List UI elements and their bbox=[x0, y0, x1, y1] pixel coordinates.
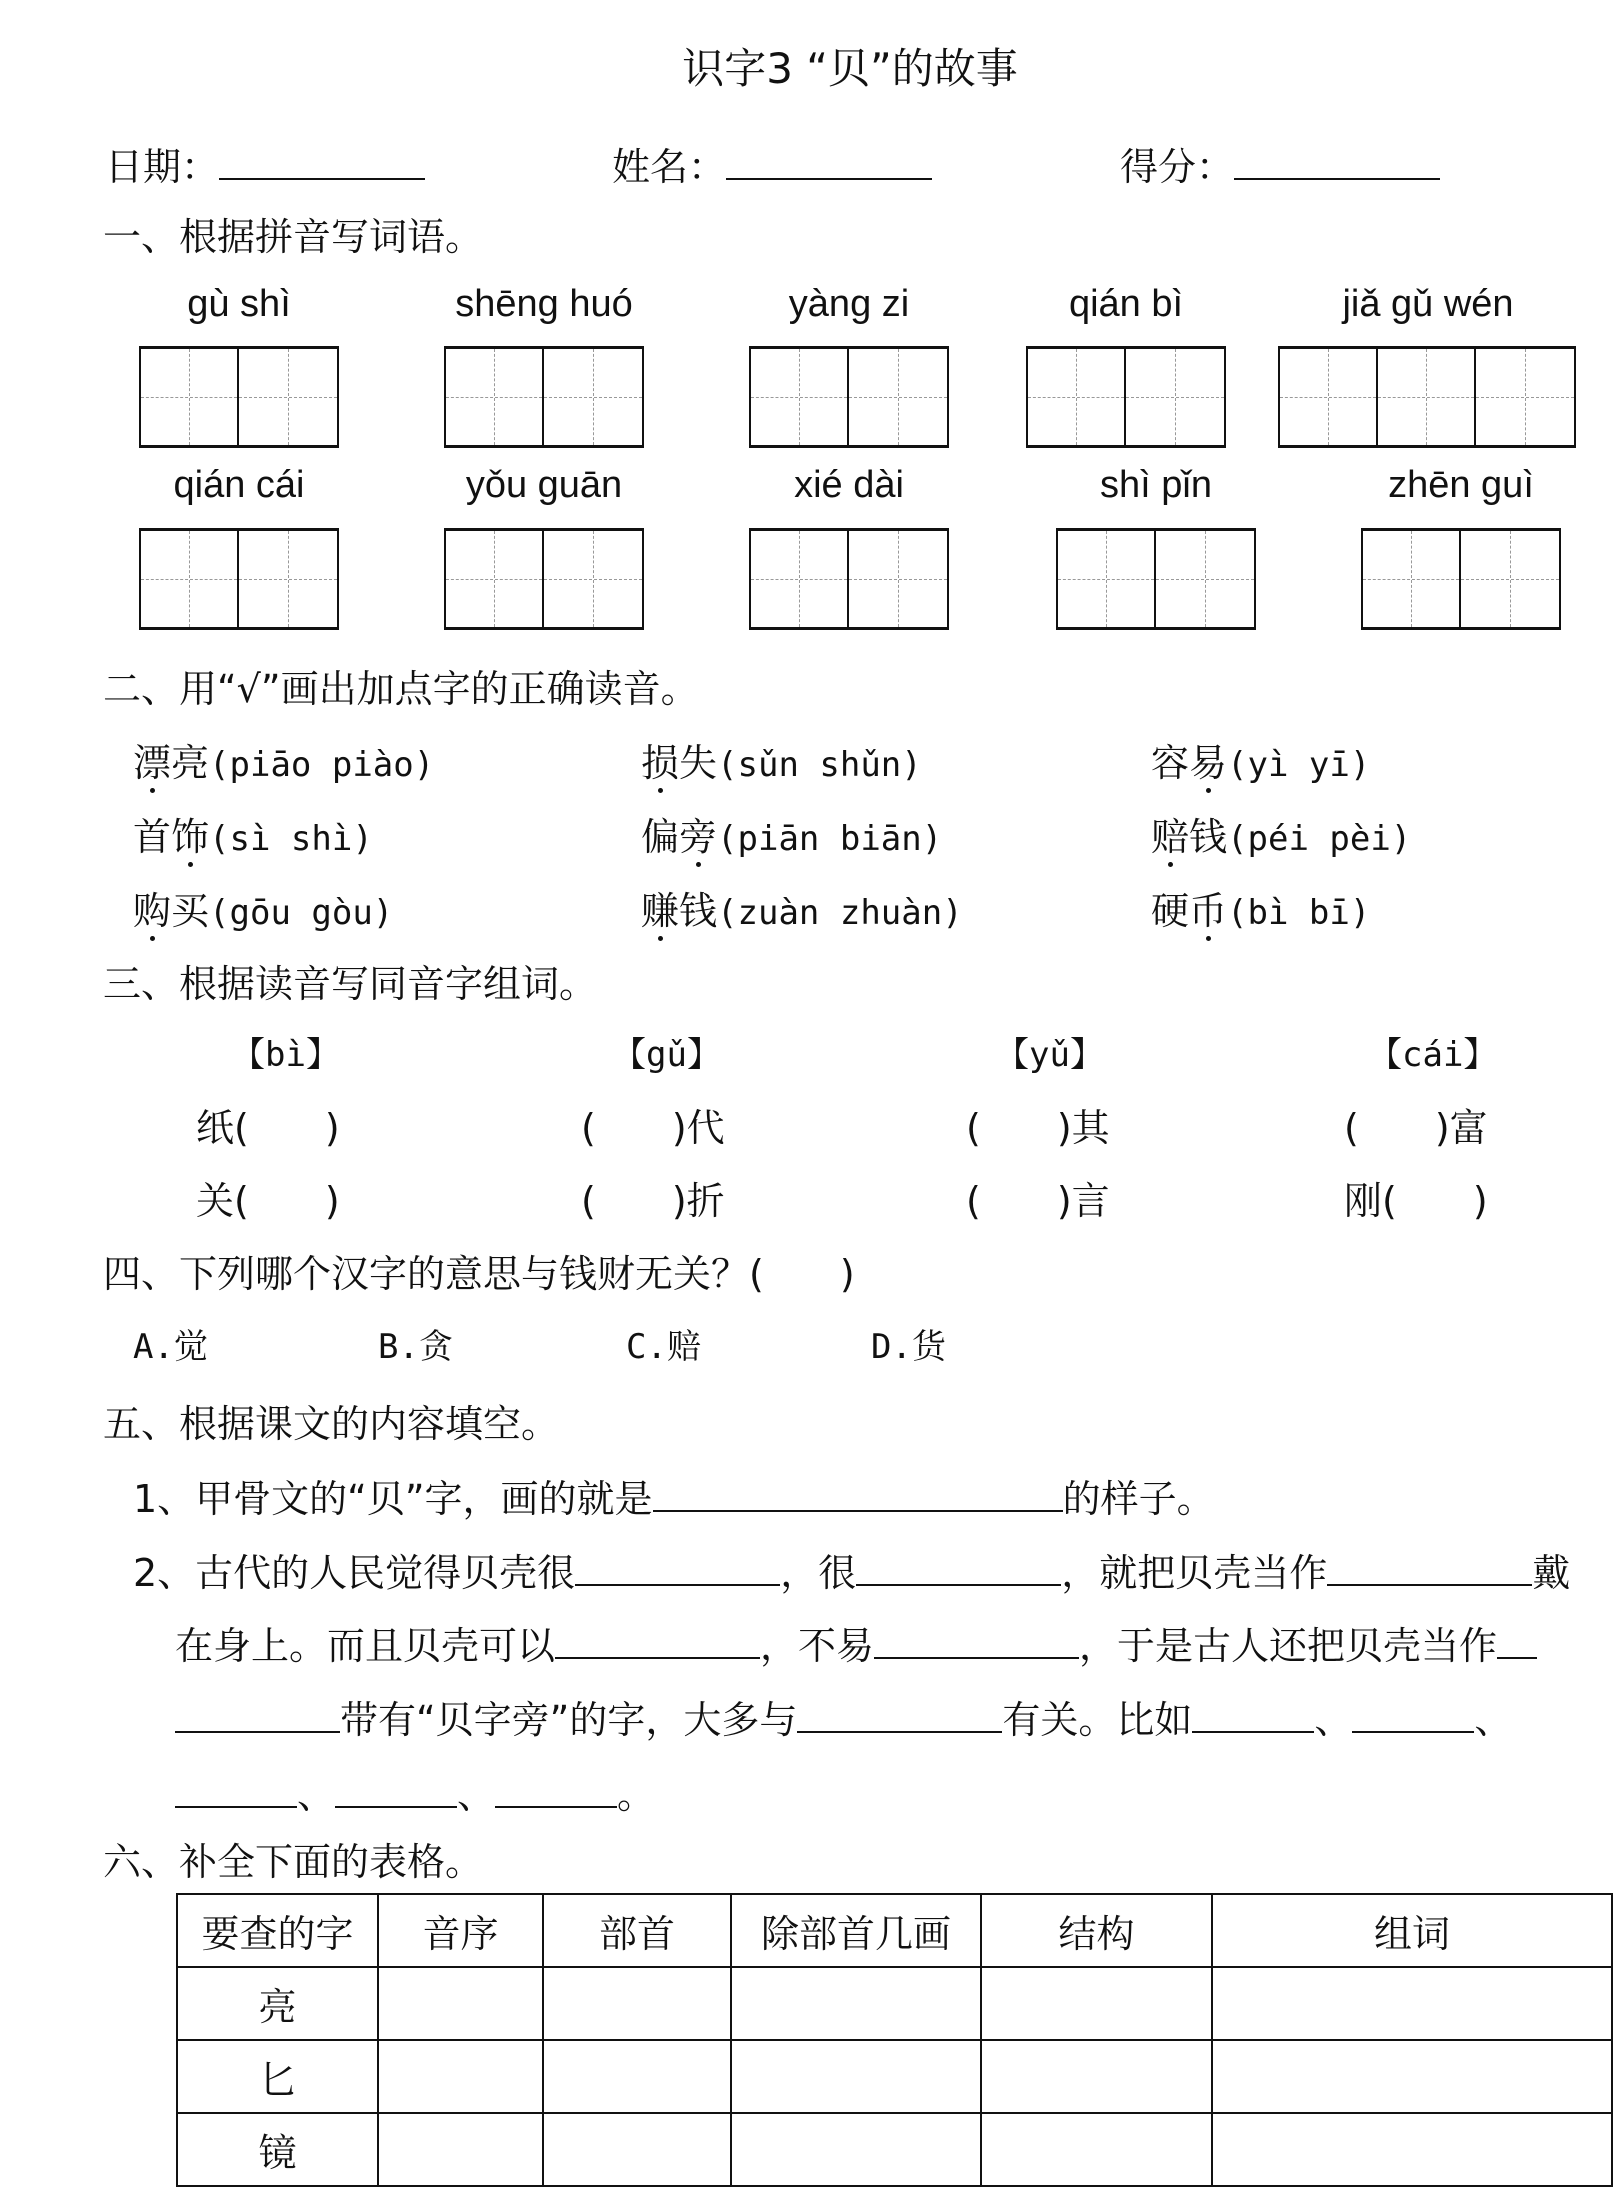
answer-cell[interactable] bbox=[378, 1967, 543, 2040]
writing-grid[interactable] bbox=[139, 528, 339, 630]
pinyin-options[interactable]: (gōu gòu) bbox=[209, 893, 394, 933]
writing-grid[interactable] bbox=[749, 346, 949, 448]
writing-grid[interactable] bbox=[1361, 528, 1561, 630]
grid-cell[interactable] bbox=[1280, 349, 1378, 445]
word-prefix: 首 bbox=[133, 815, 172, 859]
option-b[interactable]: B.贪 bbox=[378, 1327, 453, 1367]
header-cell: 除部首几画 bbox=[731, 1894, 981, 1967]
section-6-heading: 六、补全下面的表格。 bbox=[103, 1840, 484, 1884]
answer-cell[interactable] bbox=[543, 2113, 731, 2186]
grid-cell[interactable] bbox=[1363, 531, 1461, 627]
dotted-character: 赚 bbox=[641, 889, 680, 933]
grid-cell[interactable] bbox=[141, 531, 239, 627]
section-5-heading: 五、根据课文的内容填空。 bbox=[103, 1402, 560, 1446]
option-c[interactable]: C.赔 bbox=[626, 1327, 701, 1367]
pinyin-label: gù shì bbox=[187, 283, 291, 325]
answer-cell[interactable] bbox=[543, 2040, 731, 2113]
grid-cell[interactable] bbox=[446, 349, 544, 445]
word-prefix: 容 bbox=[1151, 741, 1190, 785]
pinyin-label: xié dài bbox=[794, 464, 904, 506]
fill-line-2: 2、古代的人民觉得贝壳很 ，很 ，就把贝壳当作 戴 bbox=[133, 1551, 1571, 1595]
grid-cell[interactable] bbox=[239, 349, 337, 445]
word-suffix: 买 bbox=[171, 889, 210, 933]
grid-cell[interactable] bbox=[239, 531, 337, 627]
reading-item bbox=[1151, 815, 1412, 859]
homophone-blank[interactable]: 刚( ) bbox=[1344, 1179, 1488, 1223]
pinyin-options[interactable]: (piāo piào) bbox=[209, 745, 435, 785]
grid-cell[interactable] bbox=[446, 531, 544, 627]
header-cell: 组词 bbox=[1212, 1894, 1612, 1967]
grid-cell[interactable] bbox=[544, 531, 642, 627]
header-cell: 结构 bbox=[981, 1894, 1212, 1967]
answer-cell[interactable] bbox=[1212, 1967, 1612, 2040]
pinyin-label: yàng zi bbox=[788, 283, 910, 325]
answer-cell[interactable] bbox=[378, 2113, 543, 2186]
grid-cell[interactable] bbox=[751, 531, 849, 627]
reading-item bbox=[641, 815, 943, 859]
option-a[interactable]: A.觉 bbox=[133, 1327, 208, 1367]
grid-cell[interactable] bbox=[544, 349, 642, 445]
score-field[interactable]: 得分： bbox=[1120, 144, 1440, 186]
fill-line-1: 1、甲骨文的“贝”字，画的就是 的样子。 bbox=[133, 1477, 1215, 1521]
dotted-character: 赔 bbox=[1151, 815, 1190, 859]
reading-item bbox=[133, 741, 435, 785]
reading-item bbox=[133, 815, 373, 859]
section-1-heading: 一、根据拼音写词语。 bbox=[103, 215, 484, 259]
pinyin-options[interactable]: (yì yī) bbox=[1227, 745, 1371, 785]
grid-cell[interactable] bbox=[1126, 349, 1224, 445]
grid-cell[interactable] bbox=[1378, 349, 1476, 445]
character-cell: 亮 bbox=[177, 1967, 378, 2040]
dotted-character: 币 bbox=[1189, 889, 1228, 933]
dotted-character: 损 bbox=[641, 741, 680, 785]
pinyin-bracket: 【yǔ】 bbox=[995, 1035, 1104, 1075]
table-header-row bbox=[177, 1894, 1612, 1967]
option-d[interactable]: D.货 bbox=[871, 1327, 946, 1367]
grid-cell[interactable] bbox=[1058, 531, 1156, 627]
section-4-heading: 四、下列哪个汉字的意思与钱财无关？( ) bbox=[103, 1252, 855, 1296]
answer-cell[interactable] bbox=[1212, 2040, 1612, 2113]
dotted-character: 易 bbox=[1189, 741, 1228, 785]
writing-grid[interactable] bbox=[1278, 346, 1576, 448]
grid-cell[interactable] bbox=[1461, 531, 1559, 627]
pinyin-options[interactable]: (sǔn shǔn) bbox=[717, 745, 922, 785]
grid-cell[interactable] bbox=[849, 349, 947, 445]
pinyin-label: jiǎ gǔ wén bbox=[1342, 283, 1514, 325]
name-field[interactable]: 姓名： bbox=[612, 144, 932, 186]
header-cell: 部首 bbox=[543, 1894, 731, 1967]
grid-cell[interactable] bbox=[1476, 349, 1574, 445]
word-suffix: 亮 bbox=[171, 741, 210, 785]
pinyin-label: shēng huó bbox=[455, 283, 633, 325]
reading-item bbox=[133, 889, 394, 933]
answer-cell[interactable] bbox=[378, 2040, 543, 2113]
grid-cell[interactable] bbox=[1028, 349, 1126, 445]
pinyin-label: qián bì bbox=[1068, 283, 1184, 325]
section-3-heading: 三、根据读音写同音字组词。 bbox=[103, 962, 598, 1006]
homophone-blank[interactable]: ( )代 bbox=[581, 1106, 725, 1150]
grid-cell[interactable] bbox=[751, 349, 849, 445]
writing-grid[interactable] bbox=[1056, 528, 1256, 630]
dotted-character: 饰 bbox=[171, 815, 210, 859]
homophone-blank[interactable]: ( )言 bbox=[966, 1179, 1110, 1223]
answer-cell[interactable] bbox=[1212, 2113, 1612, 2186]
header-cell: 要查的字 bbox=[177, 1894, 378, 1967]
character-cell: 匕 bbox=[177, 2040, 378, 2113]
reading-item bbox=[1151, 741, 1371, 785]
pinyin-options[interactable]: (sì shì) bbox=[209, 819, 373, 859]
table-row bbox=[177, 2040, 1612, 2113]
answer-cell[interactable] bbox=[981, 2040, 1212, 2113]
word-suffix: 失 bbox=[679, 741, 718, 785]
page-title: 识字3 “贝”的故事 bbox=[682, 44, 1018, 93]
answer-cell[interactable] bbox=[731, 2040, 981, 2113]
fill-line-5: 、 、 。 bbox=[175, 1772, 655, 1814]
writing-grid[interactable] bbox=[749, 528, 949, 630]
table-row bbox=[177, 1967, 1612, 2040]
grid-cell[interactable] bbox=[849, 531, 947, 627]
date-field[interactable]: 日期： bbox=[105, 144, 425, 186]
homophone-blank[interactable]: 关( ) bbox=[196, 1179, 340, 1223]
writing-grid[interactable] bbox=[1026, 346, 1226, 448]
grid-cell[interactable] bbox=[1156, 531, 1254, 627]
writing-grid[interactable] bbox=[139, 346, 339, 448]
header-cell: 音序 bbox=[378, 1894, 543, 1967]
writing-grid[interactable] bbox=[444, 346, 644, 448]
pinyin-options[interactable]: (péi pèi) bbox=[1227, 819, 1412, 859]
answer-cell[interactable] bbox=[731, 1967, 981, 2040]
grid-cell[interactable] bbox=[141, 349, 239, 445]
pinyin-options[interactable]: (piān biān) bbox=[717, 819, 943, 859]
reading-item bbox=[641, 889, 963, 933]
pinyin-bracket: 【cái】 bbox=[1368, 1035, 1498, 1075]
section-2-heading: 二、用“√”画出加点字的正确读音。 bbox=[103, 667, 699, 711]
answer-cell[interactable] bbox=[543, 1967, 731, 2040]
answer-cell[interactable] bbox=[981, 2113, 1212, 2186]
table-row bbox=[177, 2113, 1612, 2186]
reading-item bbox=[641, 741, 922, 785]
character-cell: 镜 bbox=[177, 2113, 378, 2186]
word-suffix: 钱 bbox=[1189, 815, 1228, 859]
writing-grid[interactable] bbox=[444, 528, 644, 630]
pinyin-bracket: 【gǔ】 bbox=[612, 1035, 721, 1075]
word-prefix: 偏 bbox=[641, 815, 680, 859]
homophone-blank[interactable]: ( )其 bbox=[966, 1106, 1110, 1150]
reading-item bbox=[1151, 889, 1371, 933]
homophone-blank[interactable]: ( )折 bbox=[581, 1179, 725, 1223]
pinyin-label: zhēn guì bbox=[1388, 464, 1534, 506]
dotted-character: 旁 bbox=[679, 815, 718, 859]
answer-cell[interactable] bbox=[731, 2113, 981, 2186]
dotted-character: 购 bbox=[133, 889, 172, 933]
fill-line-3: 在身上。而且贝壳可以 ，不易 ，于是古人还把贝壳当作 bbox=[175, 1623, 1537, 1665]
pinyin-options[interactable]: (zuàn zhuàn) bbox=[717, 893, 963, 933]
fill-line-4: 带有“贝字旁”的字，大多与 有关。比如 、 、 bbox=[175, 1697, 1512, 1739]
pinyin-label: yǒu guān bbox=[465, 464, 623, 506]
pinyin-label: shì pǐn bbox=[1100, 464, 1212, 506]
word-prefix: 硬 bbox=[1151, 889, 1190, 933]
lookup-table bbox=[176, 1893, 1613, 2187]
dotted-character: 漂 bbox=[133, 741, 172, 785]
pinyin-bracket: 【bì】 bbox=[231, 1035, 340, 1075]
homophone-blank[interactable]: 纸( ) bbox=[196, 1106, 340, 1150]
pinyin-label: qián cái bbox=[173, 464, 305, 506]
word-suffix: 钱 bbox=[679, 889, 718, 933]
answer-cell[interactable] bbox=[981, 1967, 1212, 2040]
homophone-blank[interactable]: ( )富 bbox=[1344, 1106, 1488, 1150]
pinyin-options[interactable]: (bì bī) bbox=[1227, 893, 1371, 933]
